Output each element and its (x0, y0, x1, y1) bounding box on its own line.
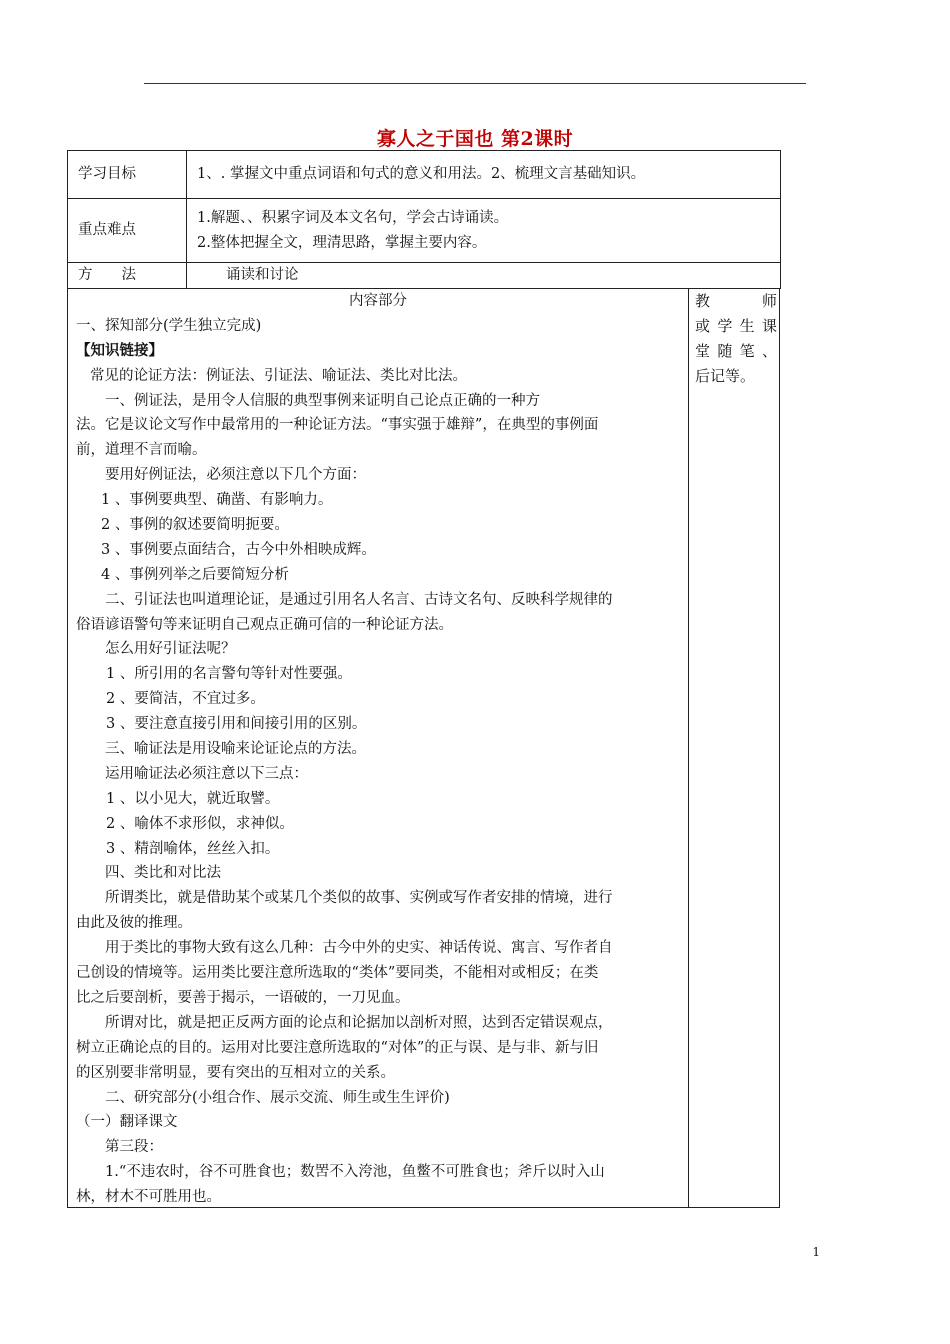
content-line: 所谓对比，就是把正反两方面的论点和论据加以剖析对照，达到否定错误观点， (105, 1014, 613, 1031)
meta-value (187, 263, 781, 289)
content-line: 【知识链接】 (76, 341, 163, 359)
teacher-notes-column (695, 289, 777, 1207)
content-line: 四、类比和对比法 (105, 865, 221, 882)
side-note-line: 后记等。 (695, 367, 756, 385)
meta-value (187, 199, 781, 263)
content-line: 2 、事例的叙述要简明扼要。 (101, 517, 289, 534)
content-line: 俗语谚语警句等来证明自己观点正确可信的一种论证方法。 (76, 616, 453, 633)
content-line: 二、引证法也叫道理论证，是通过引用名人名言、古诗文名句、反映科学规律的 (105, 591, 613, 608)
meta-label: 学习目标 (68, 151, 187, 199)
meta-label: 方 法 (68, 263, 187, 289)
meta-line: 诵读和讨论 (197, 267, 299, 283)
content-line: 己创设的情境等。运用类比要注意所选取的“类体”要同类，不能相对或相反；在类 (76, 965, 599, 982)
content-line: 1 、事例要典型、确凿、有影响力。 (101, 492, 333, 509)
content-line: 所谓类比，就是借助某个或某几个类似的故事、实例或写作者安排的情境，进行 (105, 890, 613, 907)
content-line: 3 、要注意直接引用和间接引用的区别。 (106, 716, 367, 733)
meta-row-objectives (68, 151, 781, 199)
content-line: 1 、以小见大，就近取譬。 (106, 790, 280, 807)
content-section (67, 288, 780, 1208)
page-number: 1 (812, 1245, 820, 1259)
meta-value (187, 151, 781, 199)
content-line: 2 、要简洁，不宜过多。 (106, 691, 265, 708)
content-line: 比之后要剖析，要善于揭示，一语破的，一刀见血。 (76, 989, 410, 1006)
content-line: 二、研究部分(小组合作、展示交流、师生或生生评价) (105, 1089, 450, 1106)
content-line: 3 、事例要点面结合，古今中外相映成辉。 (101, 541, 376, 558)
header-rule (144, 83, 806, 84)
content-line: 要用好例证法，必须注意以下几个方面： (105, 467, 366, 484)
meta-line: 2.整体把握全文，理清思路，掌握主要内容。 (197, 234, 487, 251)
content-line: 1 、所引用的名言警句等针对性要强。 (106, 666, 352, 683)
content-line: 怎么用好引证法呢？ (105, 641, 236, 658)
meta-label: 重点难点 (68, 199, 187, 263)
content-line: 前，道理不言而喻。 (76, 442, 207, 459)
content-line: 的区别要非常明显，要有突出的互相对立的关系。 (76, 1064, 395, 1081)
content-line: 1.“不违农时，谷不可胜食也；数罟不入洿池，鱼鳖不可胜食也；斧斤以时入山 (105, 1164, 605, 1181)
content-line: 常见的论证方法：例证法、引证法、喻证法、类比对比法。 (90, 367, 467, 384)
content-line: 2 、喻体不求形似，求神似。 (106, 815, 294, 832)
content-heading: 内容部分 (349, 293, 407, 309)
lesson-meta-table (67, 150, 781, 289)
content-line: 一、例证法，是用令人信服的典型事例来证明自己论点正确的一种方 (105, 392, 540, 409)
side-note-line: 堂随笔、 (695, 342, 777, 360)
meta-row-method (68, 263, 781, 289)
content-main-column (68, 289, 689, 1207)
content-line: 用于类比的事物大致有这么几种：古今中外的史实、神话传说、寓言、写作者自 (105, 940, 613, 957)
content-line: 三、喻证法是用设喻来论证论点的方法。 (105, 741, 366, 758)
content-line: 法。它是议论文写作中最常用的一种论证方法。“事实强于雄辩”，在典型的事例面 (76, 417, 599, 434)
content-line: 第三段： (105, 1139, 163, 1156)
meta-line: 1、. 掌握文中重点词语和句式的意义和用法。2、梳理文言基础知识。 (197, 166, 646, 182)
content-line: 由此及彼的推理。 (76, 915, 192, 932)
meta-line: 1.解题、、积累字词及本文名句，学会古诗诵读。 (197, 209, 509, 226)
content-line: （一）翻译课文 (76, 1114, 178, 1131)
side-note-line: 教 师 (695, 292, 777, 310)
content-line: 树立正确论点的目的。运用对比要注意所选取的“对体”的正与误、是与非、新与旧 (76, 1039, 599, 1056)
side-note-line: 或学生课 (695, 317, 777, 335)
content-line: 一、探知部分(学生独立完成) (76, 317, 262, 334)
content-line: 林，材木不可胜用也。 (76, 1189, 221, 1206)
meta-row-keypoints (68, 199, 781, 263)
content-line: 3 、精剖喻体，丝丝入扣。 (106, 840, 280, 857)
document-title: 寡人之于国也 第2课时 (376, 128, 574, 150)
content-line: 4 、事例列举之后要简短分析 (101, 566, 289, 583)
content-line: 运用喻证法必须注意以下三点： (105, 765, 308, 782)
